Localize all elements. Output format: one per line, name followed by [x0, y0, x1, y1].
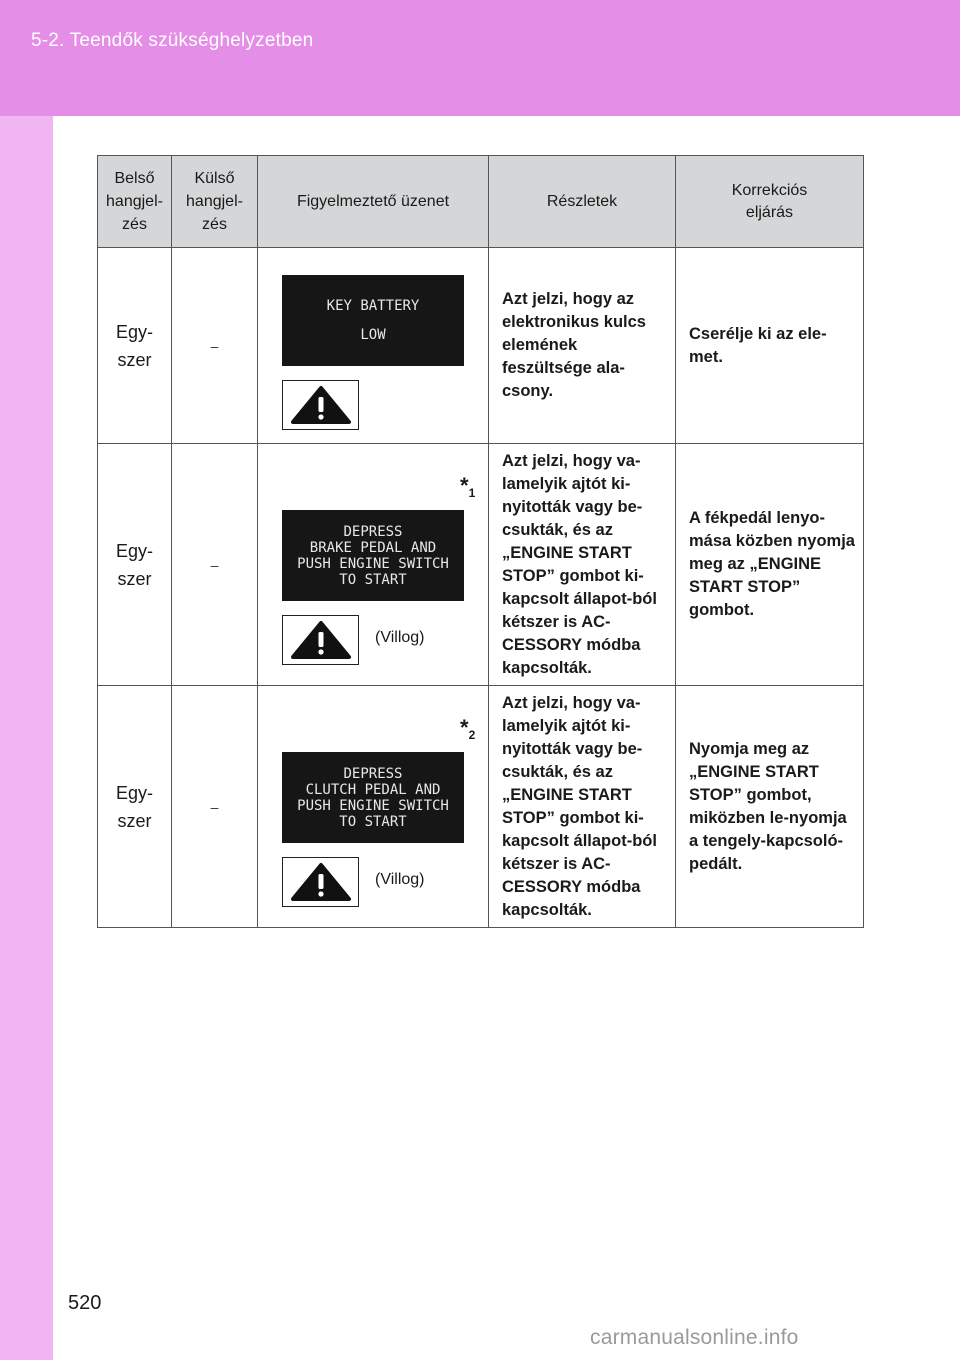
details-cell: Azt jelzi, hogy va-lamelyik ajtót ki-nyitották vagy be-csukták, és az „ENGINE START STOP” gombot ki-kapcsolt állapot-ból kétszer is AC-CESSORY módba kapcsolták. [489, 444, 676, 686]
warning-table [97, 155, 863, 930]
warning-indicator [282, 380, 359, 430]
header-inner-signal: Belső hangjel- zés [98, 156, 172, 248]
outer-signal-cell: – [172, 444, 258, 686]
warning-triangle-icon [288, 620, 354, 660]
inner-signal-cell: Egy- szer [98, 444, 172, 686]
table-header-row [98, 156, 864, 248]
lcd-display: DEPRESS BRAKE PEDAL AND PUSH ENGINE SWITCH TO START [282, 510, 464, 601]
warning-message-cell [258, 444, 489, 686]
flash-label: (Villog) [375, 871, 425, 888]
warning-indicator [282, 857, 359, 907]
header-warning-message: Figyelmeztető üzenet [258, 156, 489, 248]
footnote-marker: $*_1$ [460, 473, 476, 500]
footnote-marker: $*_2$ [460, 715, 476, 742]
header-details: Részletek [489, 156, 676, 248]
flash-label: (Villog) [375, 629, 425, 646]
warning-triangle-icon [288, 862, 354, 902]
correction-cell: A fékpedál lenyo-mása közben nyomja meg az „ENGINE START STOP” gombot. [676, 444, 864, 686]
table-row [98, 444, 864, 686]
watermark: carmanualsonline.info [590, 1326, 799, 1349]
warning-message-cell [258, 248, 489, 444]
inner-signal-cell: Egy- szer [98, 248, 172, 444]
details-cell: Azt jelzi, hogy az elektronikus kulcs elemének feszültsége ala-csony. [489, 248, 676, 444]
outer-signal-cell: – [172, 686, 258, 928]
warning-triangle-icon [288, 385, 354, 425]
header-band [0, 0, 960, 116]
warning-message-cell [258, 686, 489, 928]
lcd-display: DEPRESS CLUTCH PEDAL AND PUSH ENGINE SWITCH TO START [282, 752, 464, 843]
side-band [0, 116, 53, 1360]
lcd-display: KEY BATTERY LOW [282, 275, 464, 366]
warning-indicator [282, 615, 359, 665]
header-outer-signal: Külső hangjel- zés [172, 156, 258, 248]
table-row [98, 248, 864, 444]
correction-cell: Cserélje ki az ele-met. [676, 248, 864, 444]
inner-signal-cell: Egy- szer [98, 686, 172, 928]
outer-signal-cell: – [172, 248, 258, 444]
section-title: 5-2. Teendők szükséghelyzetben [31, 30, 314, 51]
correction-cell: Nyomja meg az „ENGINE START STOP” gombot, miközben le-nyomja a tengely-kapcsoló-pedált. [676, 686, 864, 928]
table-row [98, 686, 864, 928]
page-number: 520 [68, 1292, 102, 1314]
details-cell: Azt jelzi, hogy va-lamelyik ajtót ki-nyitották vagy be-csukták, és az „ENGINE START STOP” gombot ki-kapcsolt állapot-ból kétszer is AC-CESSORY módba kapcsolták. [489, 686, 676, 928]
header-correction: Korrekciós eljárás [676, 156, 864, 248]
